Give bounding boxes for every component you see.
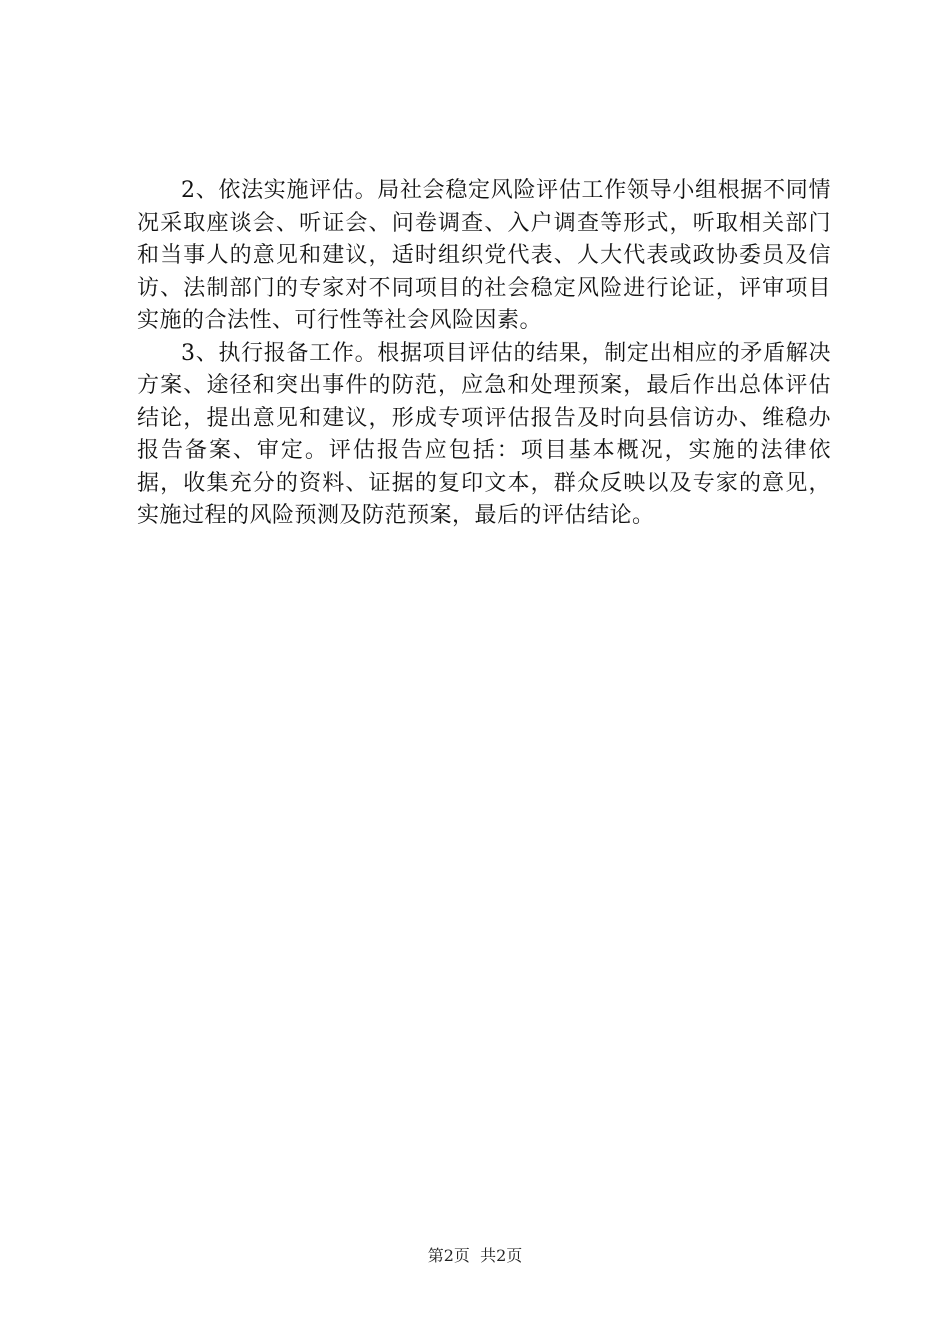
document-body	[137, 175, 831, 533]
paragraph-risk-assessment: 2、依法实施评估。局社会稳定风险评估工作领导小组根据不同情况采取座谈会、听证会、问卷调查、入户调查等形式，听取相关部门和当事人的意见和建议，适时组织党代表、人大代表或政协委员及信访、法制部门的专家对不同项目的社会稳定风险进行论证，评审项目实施的合法性、可行性等社会风险因素。	[137, 178, 831, 333]
paragraph-reporting: 3、执行报备工作。根据项目评估的结果，制定出相应的矛盾解决方案、途径和突出事件的防范，应急和处理预案，最后作出总体评估结论，提出意见和建议，形成专项评估报告及时向县信访办、维稳办报告备案、审定。评估报告应包括：项目基本概况，实施的法律依据，收集充分的资料、证据的复印文本，群众反映以及专家的意见，实施过程的风险预测及防范预案，最后的评估结论。	[137, 340, 831, 528]
page-footer: 第2页 共2页	[427, 1246, 523, 1265]
